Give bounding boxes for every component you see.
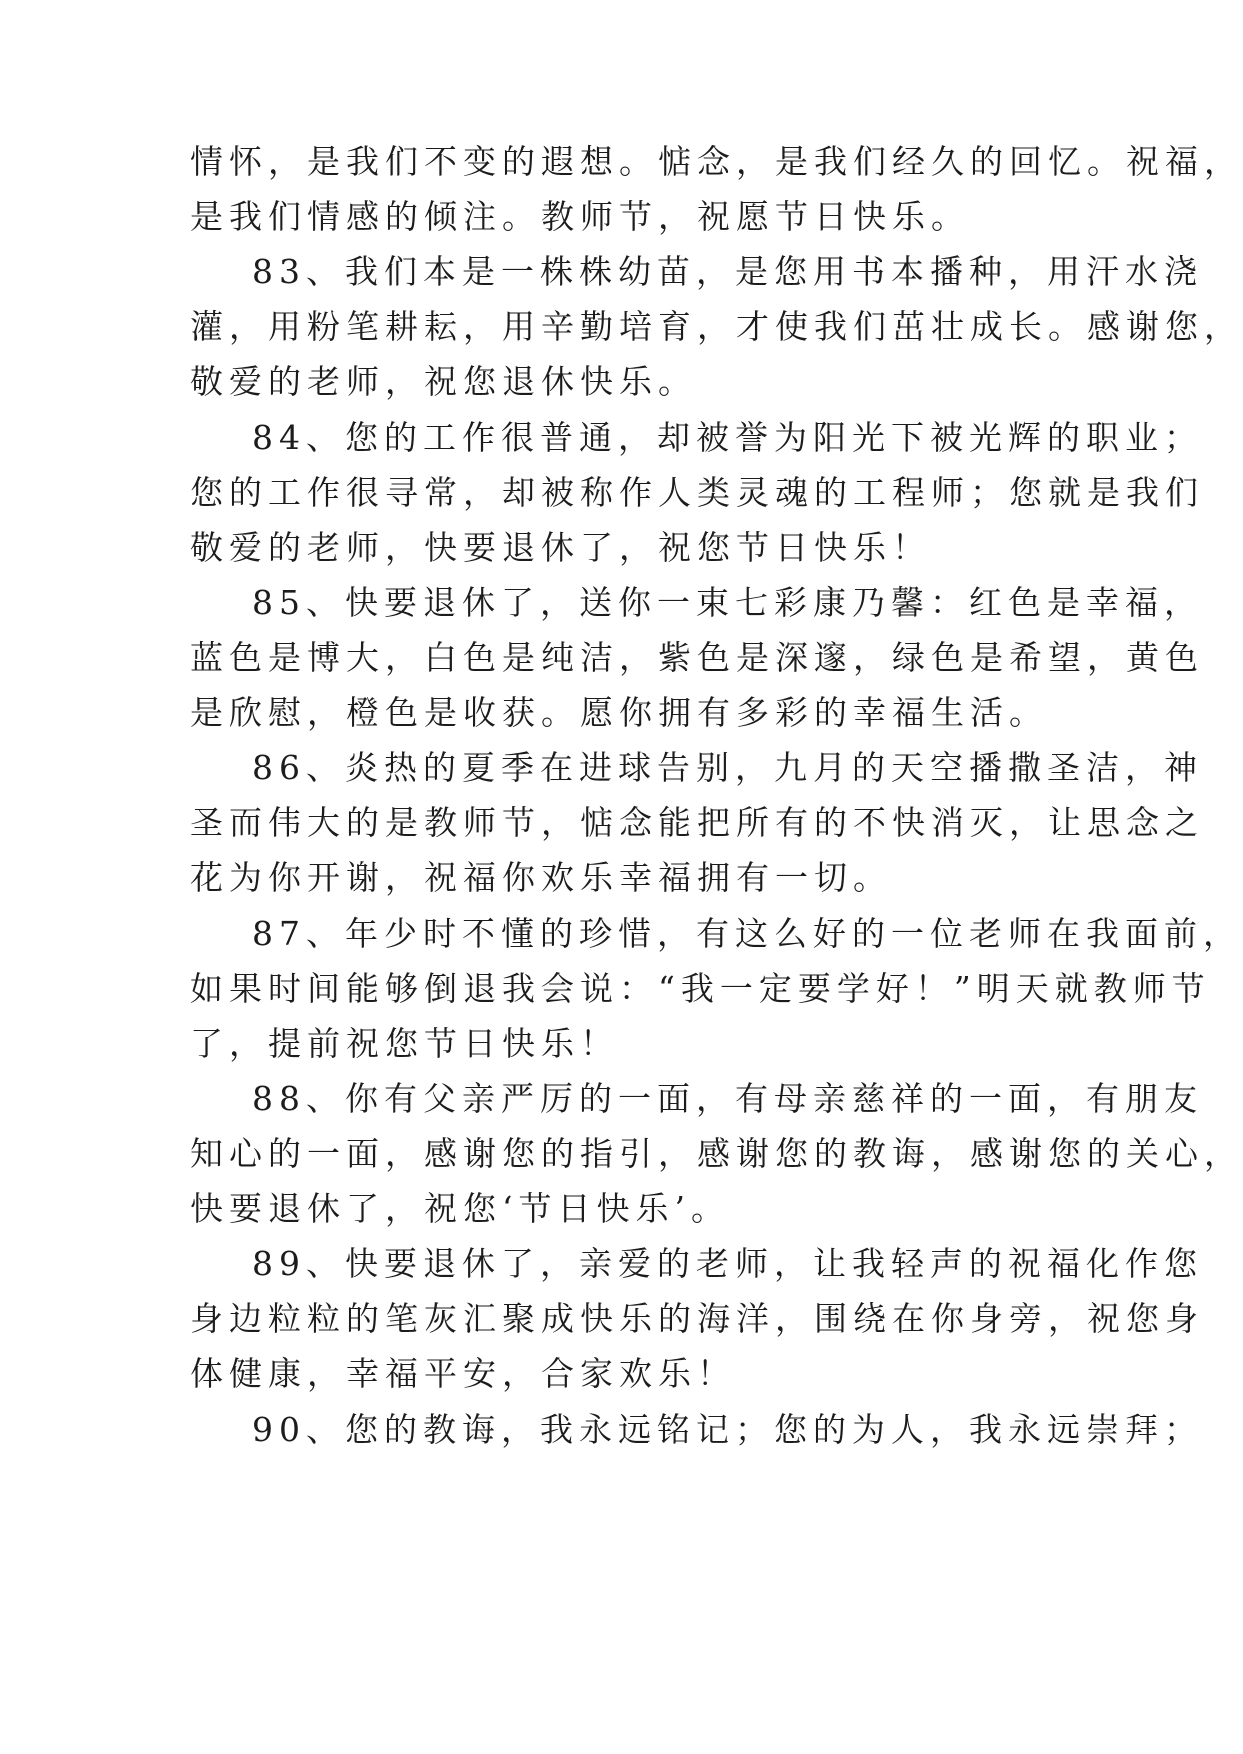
text-line: 圣而伟大的是教师节，惦念能把所有的不快消灭，让思念之	[190, 803, 1204, 842]
text-line: 敬爱的老师，快要退休了，祝您节日快乐！	[190, 528, 931, 567]
paragraph-83-line: 83、我们本是一株株幼苗，是您用书本播种，用汗水浇	[252, 252, 1203, 291]
paragraph-87-line: 87、年少时不懂的珍惜，有这么好的一位老师在我面前，	[252, 914, 1242, 953]
text-line: 身边粒粒的笔灰汇聚成快乐的海洋，围绕在你身旁，祝您身	[190, 1299, 1204, 1338]
text-line: 敬爱的老师，祝您退休快乐。	[190, 362, 697, 401]
paragraph-88-line: 88、你有父亲严厉的一面，有母亲慈祥的一面，有朋友	[252, 1079, 1203, 1118]
paragraph-86-line: 86、炎热的夏季在进球告别，九月的天空播撒圣洁，神	[252, 748, 1203, 787]
text-line: 蓝色是博大，白色是纯洁，紫色是深邃，绿色是希望，黄色	[190, 638, 1204, 677]
text-line: 是我们情感的倾注。教师节，祝愿节日快乐。	[190, 197, 970, 236]
paragraph-85-line: 85、快要退休了，送你一束七彩康乃馨：红色是幸福，	[252, 583, 1203, 622]
text-line: 是欣慰，橙色是收获。愿你拥有多彩的幸福生活。	[190, 693, 1048, 732]
text-line: 知心的一面，感谢您的指引，感谢您的教诲，感谢您的关心，	[190, 1134, 1243, 1173]
text-line: 快要退休了，祝您‘节日快乐’。	[190, 1189, 730, 1228]
text-line: 情怀，是我们不变的遐想。惦念，是我们经久的回忆。祝福，	[190, 142, 1243, 181]
text-line: 如果时间能够倒退我会说：“我一定要学好！”明天就教师节	[190, 969, 1211, 1008]
text-line: 花为你开谢，祝福你欢乐幸福拥有一切。	[190, 858, 892, 897]
text-line: 灌，用粉笔耕耘，用辛勤培育，才使我们茁壮成长。感谢您，	[190, 307, 1243, 346]
text-line: 您的工作很寻常，却被称作人类灵魂的工程师；您就是我们	[190, 473, 1204, 512]
paragraph-89-line: 89、快要退休了，亲爱的老师，让我轻声的祝福化作您	[252, 1244, 1203, 1283]
paragraph-84-line: 84、您的工作很普通，却被誉为阳光下被光辉的职业；	[252, 418, 1203, 457]
text-line: 体健康，幸福平安，合家欢乐！	[190, 1354, 736, 1393]
paragraph-90-line: 90、您的教诲，我永远铭记；您的为人，我永远崇拜；	[252, 1410, 1203, 1449]
text-line: 了，提前祝您节日快乐！	[190, 1024, 619, 1063]
